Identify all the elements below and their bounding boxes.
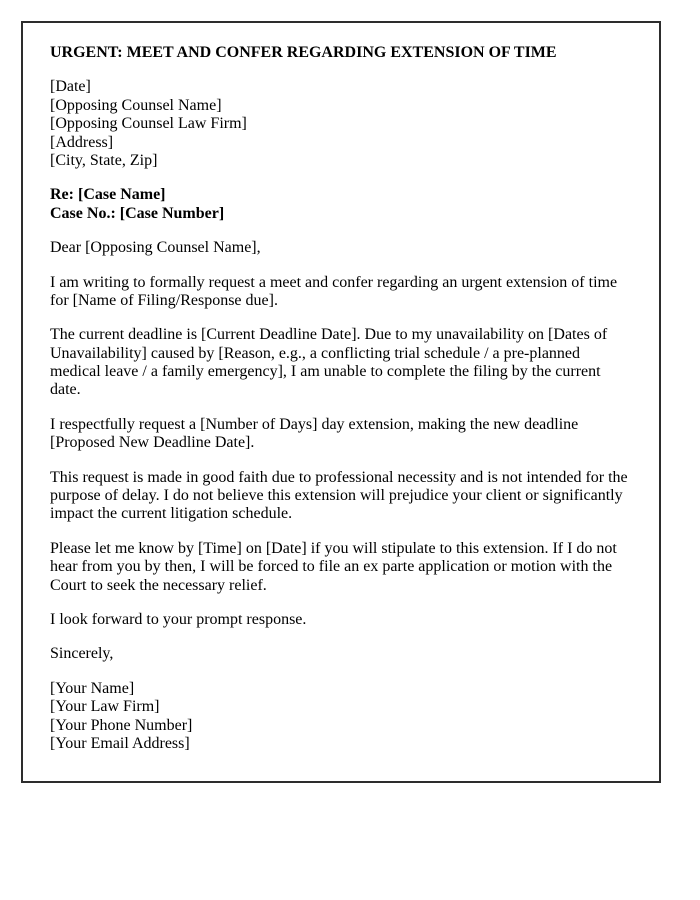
body-paragraph-stipulation: Please let me know by [Time] on [Date] if you will stipulate to this extension. If I do not hear from you by then, I will be forced to file an ex parte application or motion with the Court to seek the necessary relief. xyxy=(50,539,617,594)
signature-line-phone: [Your Phone Number] xyxy=(50,716,193,734)
body-paragraph-deadline: The current deadline is [Current Deadline Date]. Due to my unavailability on [Dates of Unavailability] caused by [Reason, e.g., a conflicting trial schedule / a pre-planned medical leave / a family emergency], I am unable to complete the filing by the current date. xyxy=(50,326,608,399)
signature-block xyxy=(50,680,632,754)
body-paragraph-extension: I respectfully request a [Number of Days] day extension, making the new deadline [Proposed New Deadline Date]. xyxy=(50,415,579,452)
recipient-line-counsel-name: [Opposing Counsel Name] xyxy=(50,96,222,114)
signature-line-email: [Your Email Address] xyxy=(50,734,190,752)
closing: Sincerely, xyxy=(50,645,114,663)
signature-line-law-firm: [Your Law Firm] xyxy=(50,698,160,716)
recipient-line-date: [Date] xyxy=(50,78,91,96)
reference-line-case-name: Re: [Case Name] xyxy=(50,186,166,204)
letter-title: URGENT: MEET AND CONFER REGARDING EXTENSION OF TIME xyxy=(50,44,557,61)
body-paragraph-prompt-response: I look forward to your prompt response. xyxy=(50,610,307,628)
letter-document xyxy=(21,21,661,783)
body-paragraph-good-faith: This request is made in good faith due to professional necessity and is not intended for the purpose of delay. I do not believe this extension will prejudice your client or significantly impact the current litigation schedule. xyxy=(50,468,628,523)
reference-block xyxy=(50,186,632,223)
recipient-block xyxy=(50,78,632,170)
body-paragraph-request: I am writing to formally request a meet and confer regarding an urgent extension of time for [Name of Filing/Response due]. xyxy=(50,273,618,309)
recipient-line-city-state-zip: [City, State, Zip] xyxy=(50,151,158,169)
salutation: Dear [Opposing Counsel Name], xyxy=(50,239,261,257)
recipient-line-law-firm: [Opposing Counsel Law Firm] xyxy=(50,115,247,133)
signature-line-name: [Your Name] xyxy=(50,679,135,697)
reference-line-case-number: Case No.: [Case Number] xyxy=(50,204,225,222)
recipient-line-address: [Address] xyxy=(50,133,114,151)
